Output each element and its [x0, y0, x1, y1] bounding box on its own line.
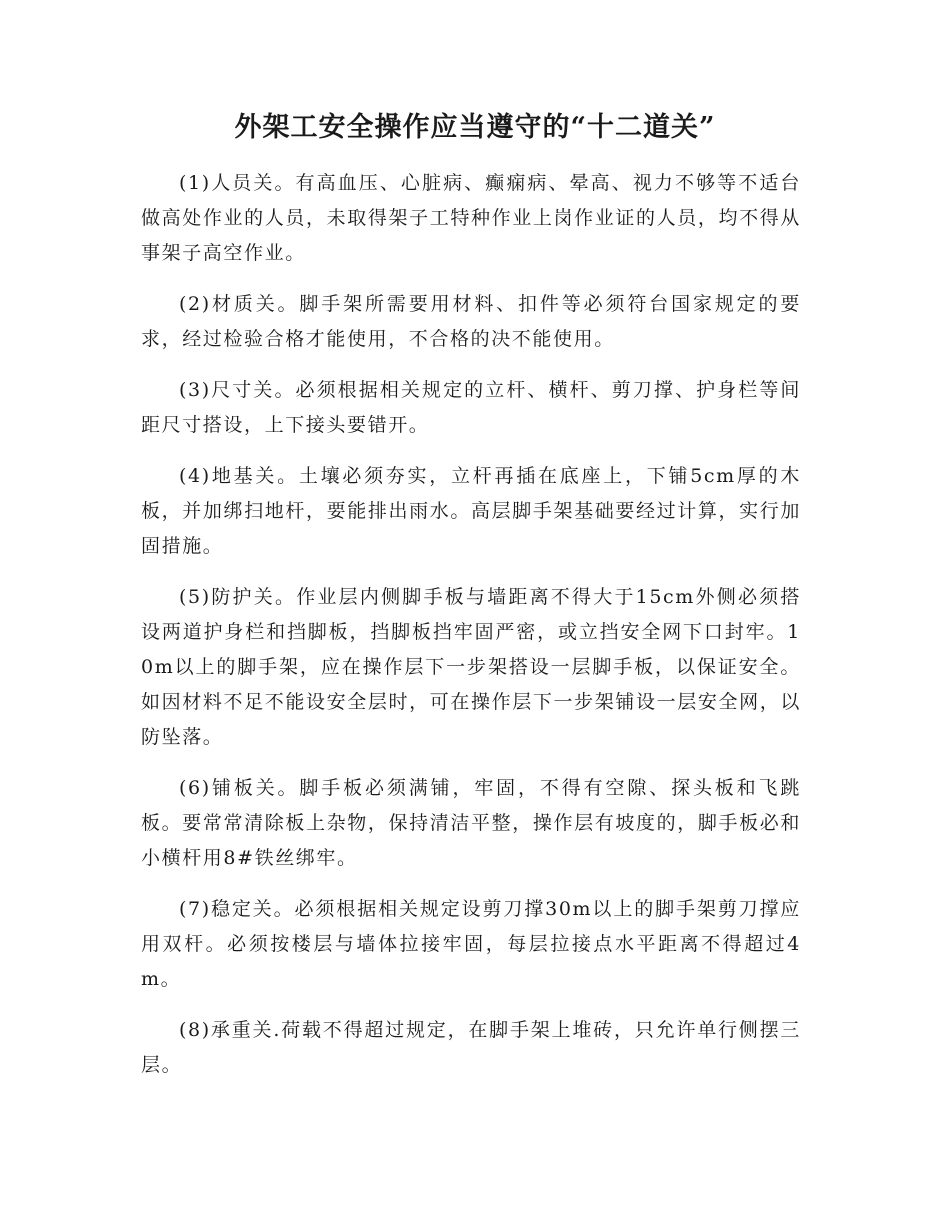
paragraph-1: (1)人员关。有高血压、心脏病、癫痫病、晕高、视力不够等不适台做高处作业的人员，未取得架子工特种作业上岗作业证的人员，均不得从事架子高空作业。 [141, 172, 801, 264]
document-title: 外架工安全操作应当遵守的“十二道关” [234, 112, 716, 143]
document-body [141, 166, 801, 1099]
paragraph-4: (4)地基关。土壤必须夯实，立杆再插在底座上，下铺5cm厚的木板，并加绑扫地杆，要能排出雨水。高层脚手架基础要经过计算，实行加固措施。 [141, 465, 801, 557]
paragraph-8: (8)承重关.荷载不得超过规定，在脚手架上堆砖，只允许单行侧摆三层。 [141, 1019, 801, 1076]
paragraph-7: (7)稳定关。必须根据相关规定设剪刀撑30m以上的脚手架剪刀撑应用双杆。必须按楼层与墙体拉接牢固，每层拉接点水平距离不得超过4m。 [141, 898, 801, 990]
paragraph-5: (5)防护关。作业层内侧脚手板与墙距离不得大于15cm外侧必须搭设两道护身栏和挡脚板，挡脚板挡牢固严密，或立挡安全网下口封牢。10m以上的脚手架，应在操作层下一步架搭设一层脚手板，以保证安全。如因材料不足不能设安全层时，可在操作层下一步架铺设一层安全网，以防坠落。 [141, 586, 801, 748]
paragraph-2: (2)材质关。脚手架所需要用材料、扣件等必须符台国家规定的要求，经过检验合格才能使用，不合格的决不能使用。 [141, 293, 801, 350]
paragraph-6: (6)铺板关。脚手板必须满铺，牢固，不得有空隙、探头板和飞跳板。要常常清除板上杂物，保持清洁平整，操作层有坡度的，脚手板必和小横杆用8#铁丝绑牢。 [141, 777, 801, 869]
paragraph-3: (3)尺寸关。必须根据相关规定的立杆、横杆、剪刀撑、护身栏等间距尺寸搭设，上下接头要错开。 [141, 379, 801, 436]
